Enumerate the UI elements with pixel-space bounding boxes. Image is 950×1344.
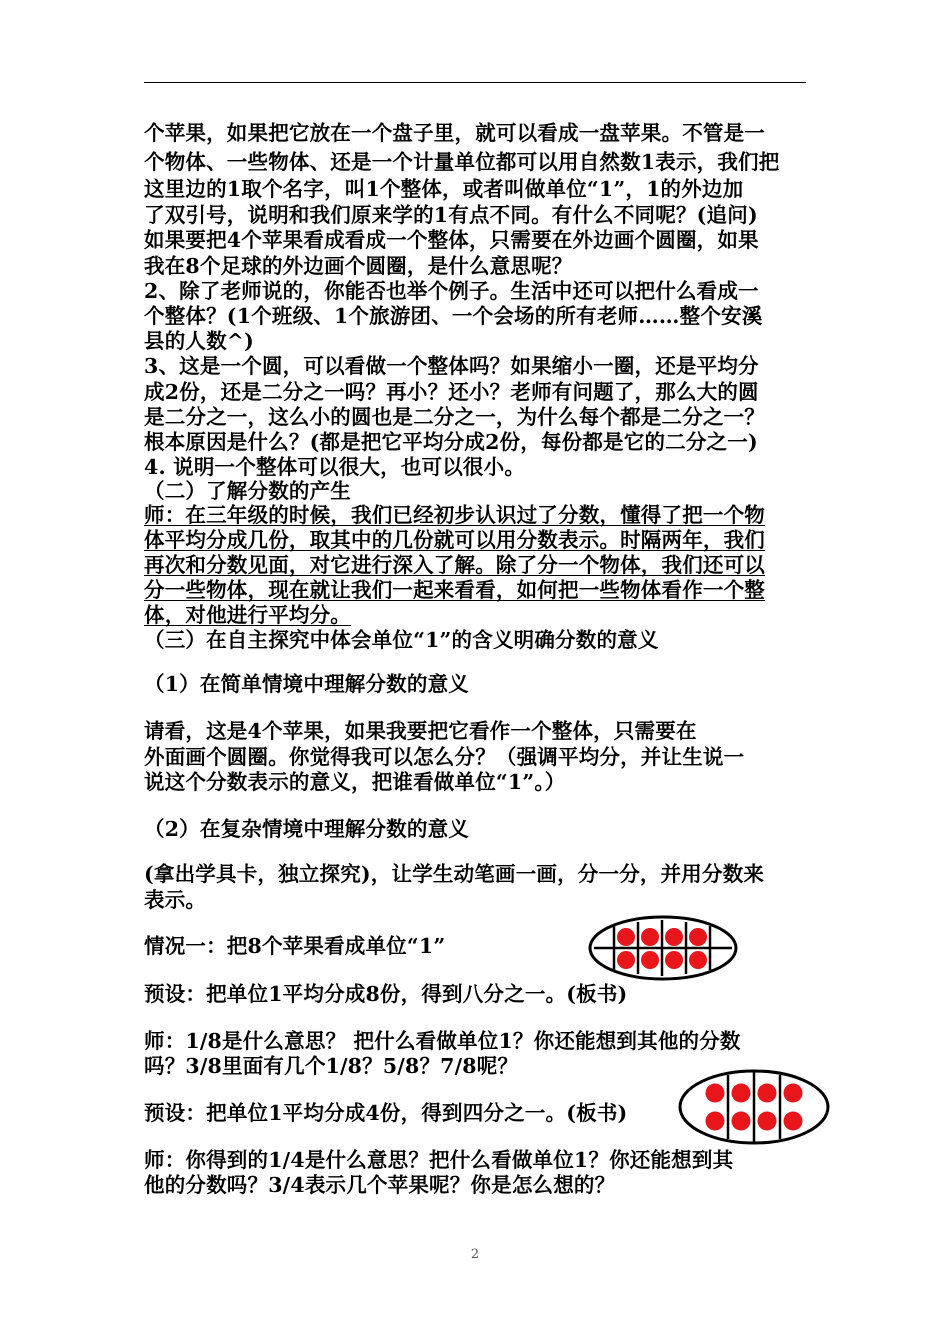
text-line: 了双引号，说明和我们原来学的1有点不同。有什么不同呢？(追问) bbox=[144, 203, 758, 227]
text-line: 他的分数吗？3/4表示几个苹果呢？你是怎么想的？ bbox=[144, 1173, 616, 1197]
text-line: 个苹果，如果把它放在一个盘子里，就可以看成一盘苹果。不管是一 bbox=[144, 121, 765, 145]
text-line: 个整体？(1个班级、1个旅游团、一个会场的所有老师……整个安溪 bbox=[144, 304, 763, 328]
text-line: 我在8个足球的外边画个圆圈，是什么意思呢？ bbox=[144, 254, 573, 278]
text-line: 吗？3/8里面有几个1/8？5/8？7/8呢？ bbox=[144, 1054, 519, 1078]
underlined-line: 分一些物体，现在就让我们一起来看看，如何把一些物体看作一个整 bbox=[144, 578, 765, 602]
underlined-line: 再次和分数见面，对它进行深入了解。除了分一个物体，我们还可以 bbox=[144, 553, 765, 577]
text-line: 根本原因是什么？(都是把它平均分成2份，每份都是它的二分之一) bbox=[144, 430, 758, 454]
text-line: 这里边的1取个名字，叫1个整体，或者叫做单位“1”，1的外边加 bbox=[144, 177, 744, 201]
eight-apples-grouped-figure bbox=[588, 914, 738, 982]
section-heading: （三）在自主探究中体会单位“1”的含义明确分数的意义 bbox=[144, 628, 659, 652]
text-line: 2、除了老师说的，你能否也举个例子。生活中还可以把什么看成一 bbox=[144, 279, 759, 303]
text-line: 如果要把4个苹果看成看成一个整体，只需要在外边画个圆圈，如果 bbox=[144, 228, 759, 252]
text-line: 师：1/8是什么意思？ 把什么看做单位1？你还能想到其他的分数 bbox=[144, 1029, 741, 1053]
text-line: 请看，这是4个苹果，如果我要把它看作一个整体，只需要在 bbox=[144, 719, 697, 743]
text-line: (拿出学具卡，独立探究)，让学生动笔画一画，分一分，并用分数来 bbox=[144, 862, 765, 886]
subsection-heading: （2）在复杂情境中理解分数的意义 bbox=[144, 817, 469, 841]
underlined-line: 体，对他进行平均分。 bbox=[144, 603, 351, 627]
text-line: 表示。 bbox=[144, 888, 207, 912]
text-line: 外面画个圆圈。你觉得我可以怎么分？（强调平均分，并让生说一 bbox=[144, 745, 745, 769]
subsection-heading: （1）在简单情境中理解分数的意义 bbox=[144, 672, 469, 696]
underlined-line: 师：在三年级的时候，我们已经初步认识过了分数，懂得了把一个物 bbox=[144, 503, 765, 527]
page-number: 2 bbox=[470, 1247, 480, 1262]
header-rule bbox=[144, 82, 806, 83]
text-line: 是二分之一，这么小的圆也是二分之一，为什么每个都是二分之一？ bbox=[144, 405, 765, 429]
section-heading: （二）了解分数的产生 bbox=[144, 479, 351, 503]
text-line: 预设：把单位1平均分成8份，得到八分之一。(板书) bbox=[144, 982, 628, 1006]
text-line: 说这个分数表示的意义，把谁看做单位“1”。） bbox=[144, 770, 566, 794]
text-line: 县的人数^) bbox=[144, 329, 255, 353]
text-line: 师：你得到的1/4是什么意思？把什么看做单位1？你还能想到其 bbox=[144, 1148, 734, 1172]
text-line: 个物体、一些物体、还是一个计量单位都可以用自然数1表示，我们把 bbox=[144, 150, 780, 174]
eight-apples-four-groups-figure bbox=[678, 1068, 830, 1146]
underlined-line: 体平均分成几份，取其中的几份就可以用分数表示。时隔两年，我们 bbox=[144, 528, 765, 552]
text-line: 成2份，还是二分之一吗？再小？还小？老师有问题了，那么大的圆 bbox=[144, 380, 759, 404]
text-line: 预设：把单位1平均分成4份，得到四分之一。(板书) bbox=[144, 1101, 628, 1125]
text-line: 4. 说明一个整体可以很大，也可以很小。 bbox=[144, 455, 526, 479]
text-line: 情况一：把8个苹果看成单位“1” bbox=[144, 934, 446, 958]
text-line: 3、这是一个圆，可以看做一个整体吗？如果缩小一圈，还是平均分 bbox=[144, 354, 759, 378]
